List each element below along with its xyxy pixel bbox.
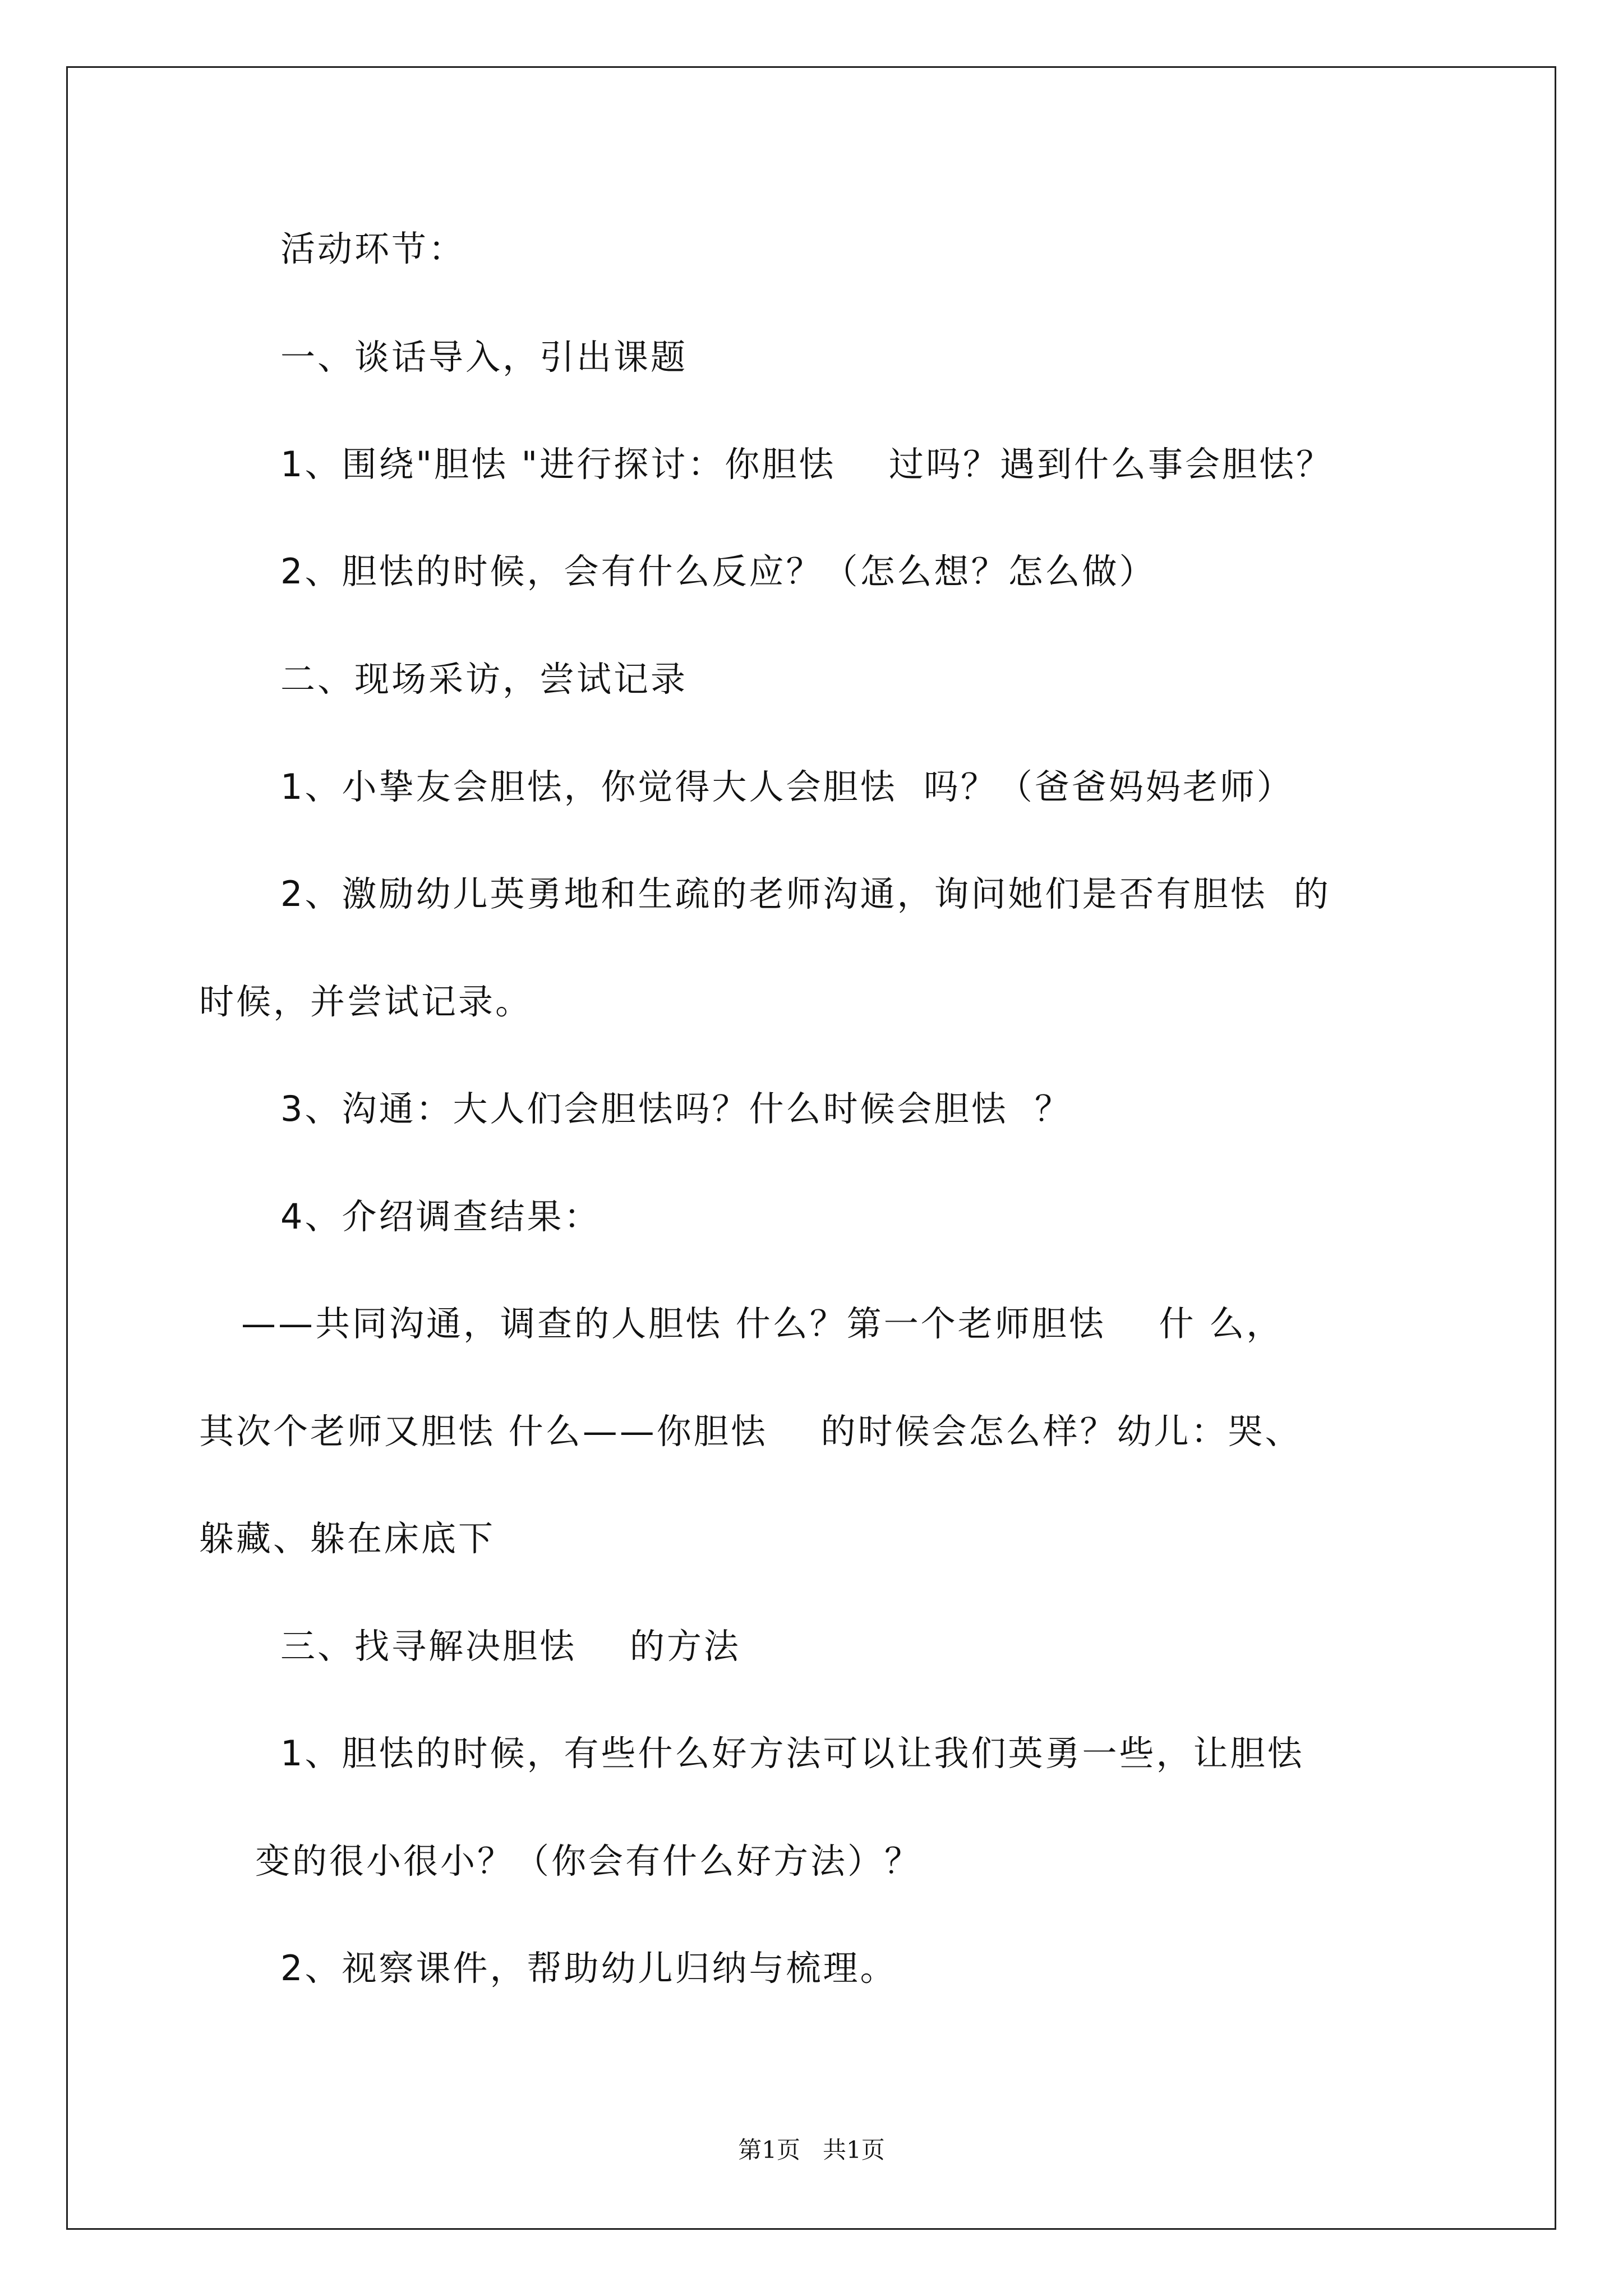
- paragraph-line: 1、小挚友会胆怯，你觉得大人会胆怯 吗？（爸爸妈妈老师）: [280, 766, 1294, 807]
- paragraph-line: 2、视察课件，帮助幼儿归纳与梳理。: [280, 1948, 897, 1989]
- page-border: [66, 66, 1556, 2230]
- section-heading-2: 二、现场采访，尝试记录: [280, 659, 688, 700]
- paragraph-line: 3、沟通：大人们会胆怯吗？什么时候会胆怯 ？: [280, 1088, 1072, 1129]
- paragraph-line: 2、激励幼儿英勇地和生疏的老师沟通，询问她们是否有胆怯 的: [280, 873, 1331, 914]
- page-footer: 第1页 共1页: [738, 2136, 885, 2164]
- paragraph-line-continuation: 躲藏、躲在床底下: [199, 1518, 496, 1559]
- paragraph-line-continuation: 变的很小很小？（你会有什么好方法）？: [255, 1841, 922, 1881]
- paragraph-line: 4、介绍调查结果：: [280, 1196, 601, 1237]
- paragraph-line: ——共同沟通，调查的人胆怯 什么？第一个老师胆怯 什 么，: [241, 1303, 1284, 1344]
- paragraph-line-continuation: 其次个老师又胆怯 什么——你胆怯 的时候会怎么样？幼儿：哭、: [199, 1411, 1302, 1452]
- section-label: 活动环节：: [280, 228, 466, 269]
- paragraph-line: 2、胆怯的时候，会有什么反应？（怎么想？怎么做）: [280, 551, 1156, 592]
- paragraph-line: 1、胆怯的时候，有些什么好方法可以让我们英勇一些，让胆怯: [280, 1733, 1304, 1774]
- section-heading-3: 三、找寻解决胆怯 的方法: [280, 1626, 741, 1667]
- paragraph-line-continuation: 时候，并尝试记录。: [199, 981, 533, 1022]
- section-heading-1: 一、谈话导入，引出课题: [280, 337, 688, 378]
- paragraph-line: 1、围绕"胆怯 "进行探讨：你胆怯 过吗？遇到什么事会胆怯？: [280, 444, 1334, 485]
